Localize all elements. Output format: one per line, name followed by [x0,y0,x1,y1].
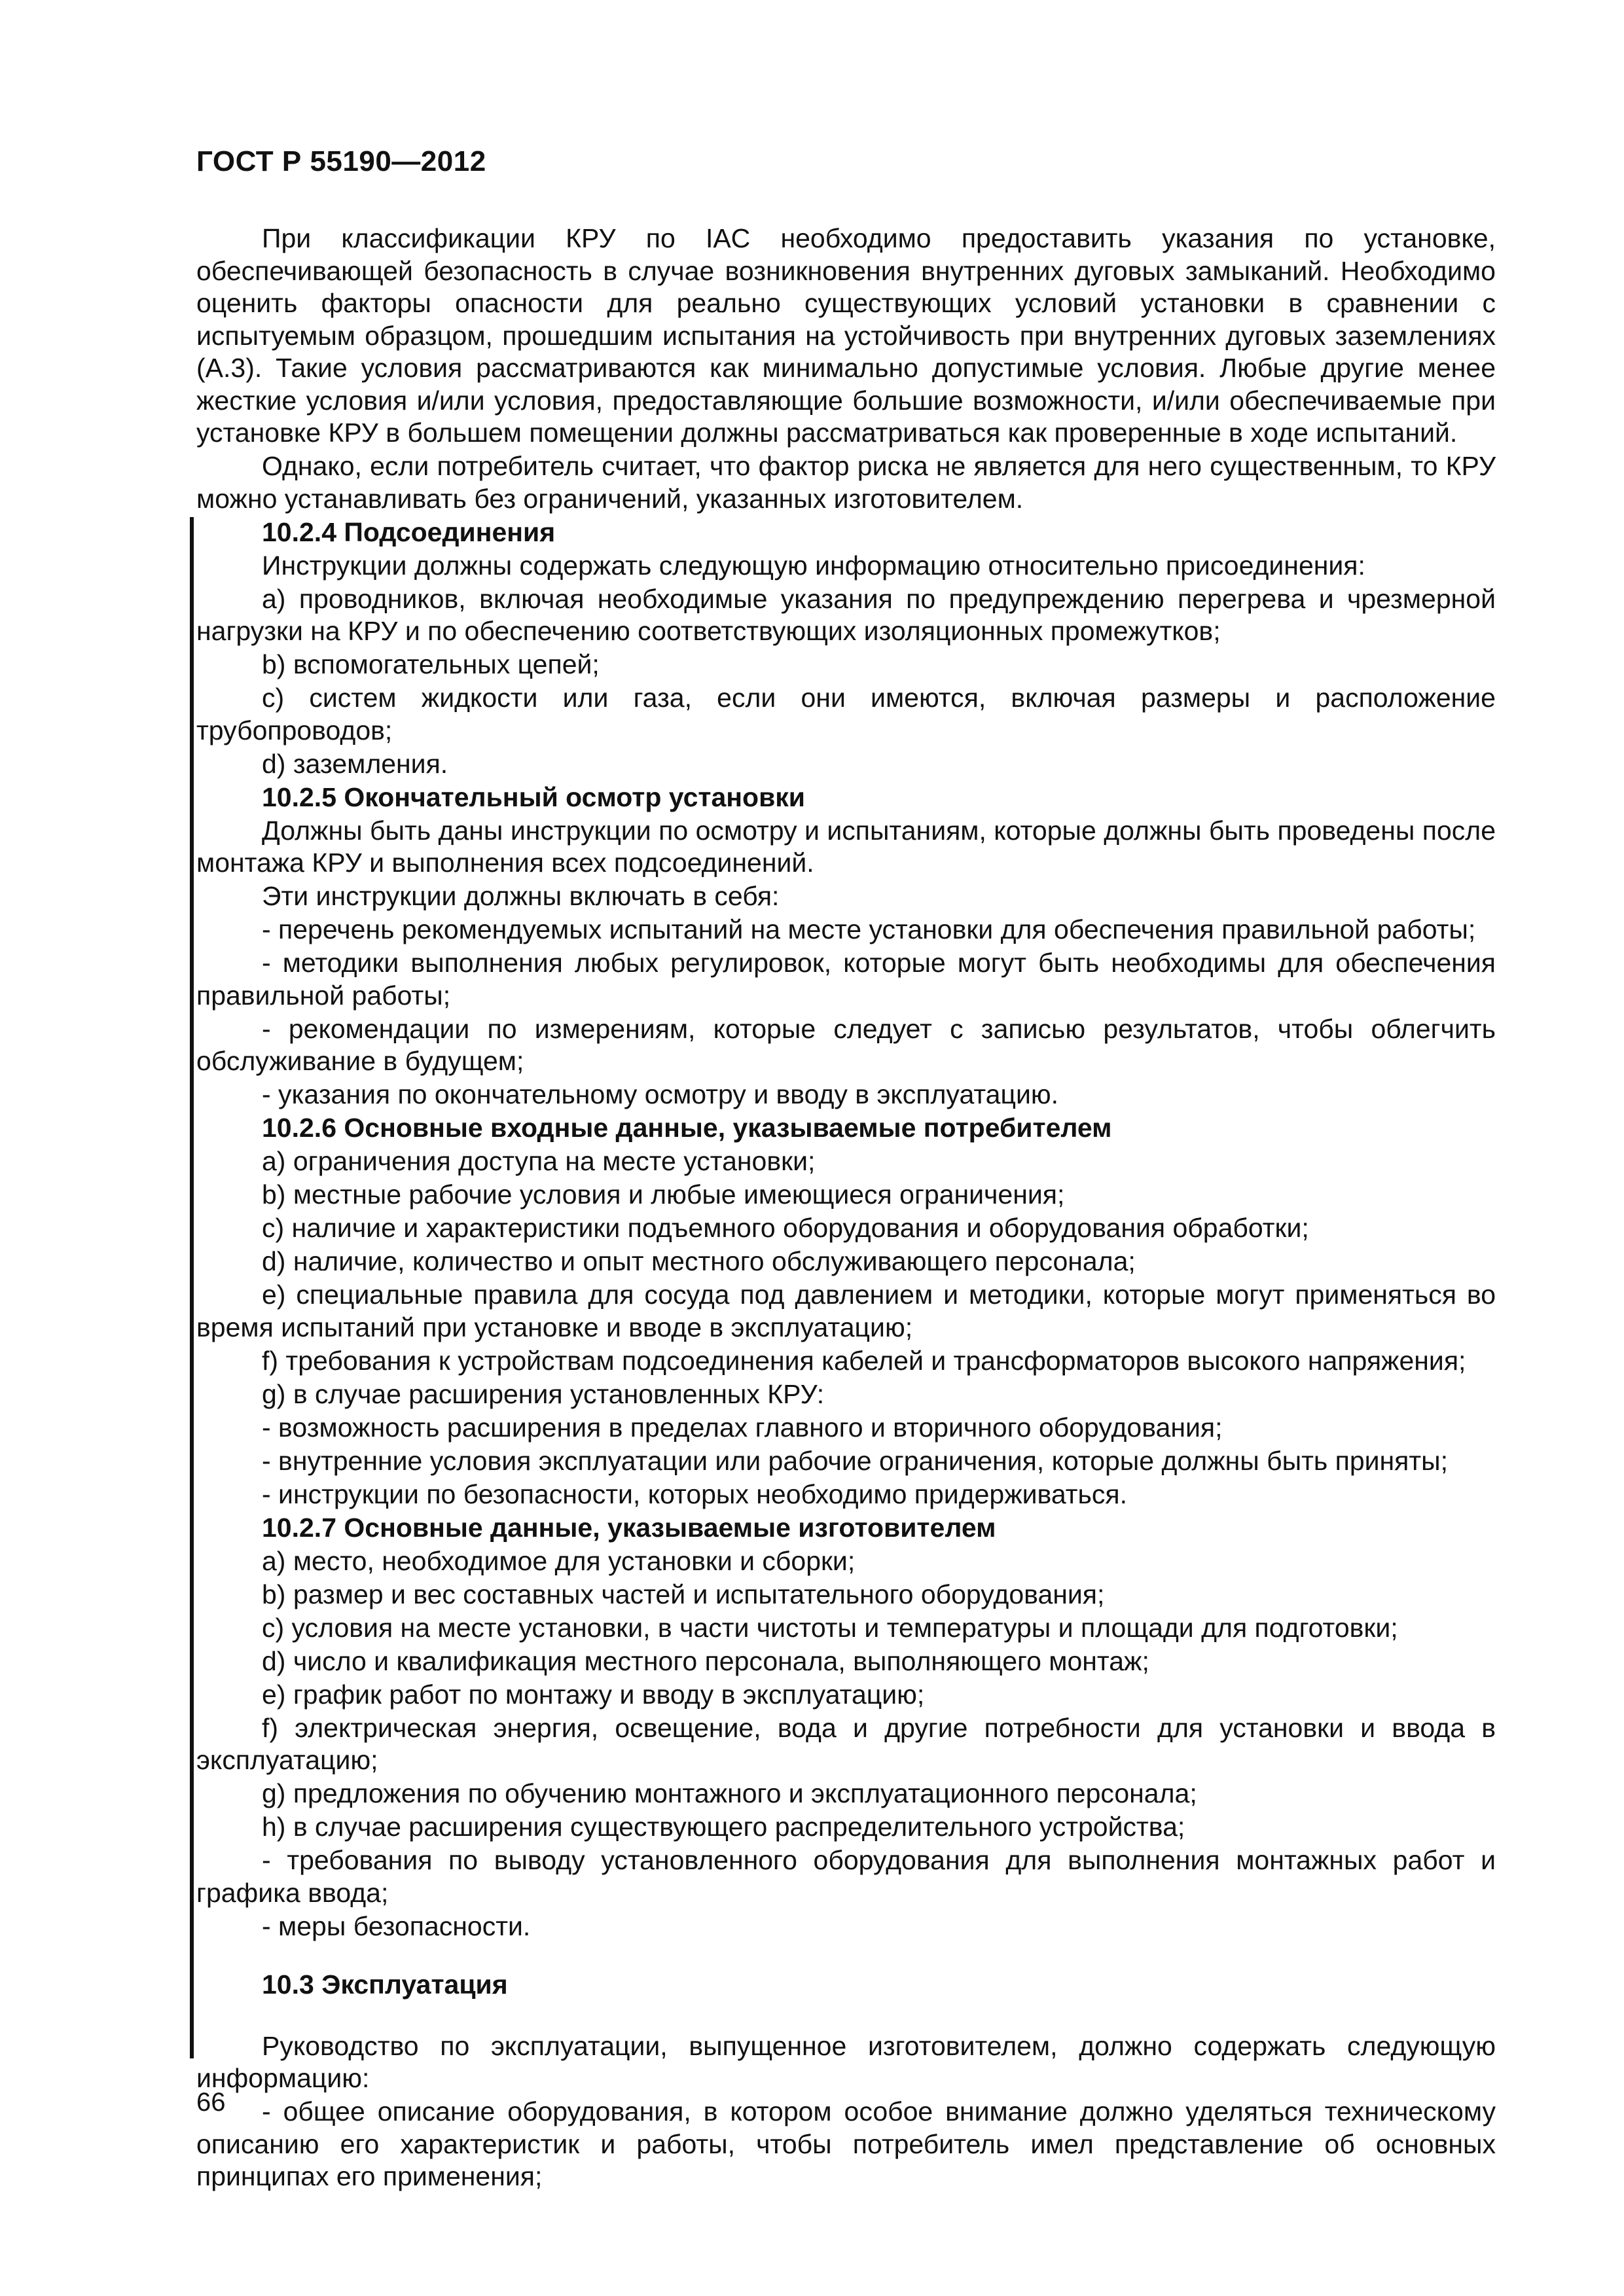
paragraph: Инструкции должны содержать следующую информацию относительно присоединения: [262,550,1365,581]
paragraph: Должны быть даны инструкции по осмотру и испытаниям, которые должны быть проведены после монтажа КРУ и выполнения всех подсоединений. [196,815,1496,878]
list-item: d) заземления. [262,748,448,779]
list-item: а) ограничения доступа на месте установки; [262,1146,816,1176]
section-heading: 10.2.4 Подсоединения [262,516,556,547]
list-item: - инструкции по безопасности, которых необходимо придерживаться. [262,1479,1128,1509]
list-item: а) проводников, включая необходимые указания по предупреждению перегрева и чрезмерной нагрузки на КРУ и по обеспечению соответствующих изоляционных промежутков; [196,583,1496,646]
list-item: g) в случае расширения установленных КРУ: [262,1378,825,1409]
list-item: b) размер и вес составных частей и испытательного оборудования; [262,1579,1105,1609]
page-number: 66 [196,2088,226,2117]
paragraph: Однако, если потребитель считает, что фактор риска не является для него существенным, то КРУ можно устанавливать без ограничений, указанных изготовителем. [196,451,1496,514]
list-item: с) условия на месте установки, в части чистоты и температуры и площади для подготовки; [262,1612,1398,1643]
paragraph: Руководство по эксплуатации, выпущенное изготовителем, должно содержать следующую информацию: [196,2030,1496,2093]
list-item: е) специальные правила для сосуда под давлением и методики, которые могут применяться во время испытаний при установке и вводе в эксплуатацию; [196,1280,1496,1342]
section-heading: 10.2.7 Основные данные, указываемые изготовителем [262,1512,996,1543]
list-item: - возможность расширения в пределах главного и вторичного оборудования; [262,1412,1223,1443]
list-item: - меры безопасности. [262,1910,531,1941]
section-heading: 10.2.6 Основные входные данные, указываемые потребителем [262,1113,1112,1143]
list-item: f) электрическая энергия, освещение, вода и другие потребности для установки и ввода в эксплуатацию; [196,1712,1496,1775]
list-item: а) место, необходимое для установки и сборки; [262,1545,856,1576]
list-item: d) наличие, количество и опыт местного обслуживающего персонала; [262,1246,1136,1276]
list-item: - указания по окончательному осмотру и вводу в эксплуатацию. [262,1079,1059,1109]
list-item: - рекомендации по измерениям, которые следует с записью результатов, чтобы облегчить обслуживание в будущем; [196,1013,1496,1076]
paragraph: Эти инструкции должны включать в себя: [262,881,780,911]
list-item: - общее описание оборудования, в котором особое внимание должно уделяться техническому описанию его характеристик и работы, чтобы потребитель имел представление об основных принципах его применения; [196,2096,1496,2191]
paragraph: При классификации КРУ по IAC необходимо предоставить указания по установке, обеспечивающей безопасность в случае возникновения внутренних дуговых замыканий. Необходимо оценить факторы опасности для реально существующих условий установки в сравнении с испытуемым образцом, прошедшим испытания на устойчивость при внутренних дуговых заземлениях (А.3). Такие условия рассматриваются как минимально допустимые условия. Любые другие менее жесткие условия и/или условия, предоставляющие большие возможности, и/или обеспечиваемые при установке КРУ в большем помещении должны рассматриваться как проверенные в ходе испытаний. [196,223,1496,448]
revision-bar [190,517,194,2058]
list-item: h) в случае расширения существующего распределительного устройства; [262,1812,1185,1842]
list-item: е) график работ по монтажу и вводу в эксплуатацию; [262,1679,925,1710]
list-item: - внутренние условия эксплуатации или рабочие ограничения, которые должны быть приняты; [262,1445,1449,1476]
list-item: - методики выполнения любых регулировок, которые могут быть необходимы для обеспечения правильной работы; [196,948,1496,1011]
list-item: f) требования к устройствам подсоединения кабелей и трансформаторов высокого напряжения; [262,1345,1466,1376]
list-item: g) предложения по обучению монтажного и эксплуатационного персонала; [262,1778,1197,1808]
list-item: b) местные рабочие условия и любые имеющиеся ограничения; [262,1179,1065,1210]
list-item: - требования по выводу установленного оборудования для выполнения монтажных работ и графика ввода; [196,1845,1496,1908]
list-item: - перечень рекомендуемых испытаний на месте установки для обеспечения правильной работы; [262,914,1476,944]
section-heading: 10.2.5 Окончательный осмотр установки [262,781,806,812]
list-item: с) наличие и характеристики подъемного оборудования и оборудования обработки; [262,1213,1309,1243]
document-body [196,223,1496,2194]
list-item: d) число и квалификация местного персонала, выполняющего монтаж; [262,1645,1149,1676]
list-item: с) систем жидкости или газа, если они имеются, включая размеры и расположение трубопроводов; [196,683,1496,745]
section-heading: 10.3 Эксплуатация [262,1969,508,2000]
document-header: ГОСТ Р 55190—2012 [196,145,486,177]
list-item: b) вспомогательных цепей; [262,649,600,679]
